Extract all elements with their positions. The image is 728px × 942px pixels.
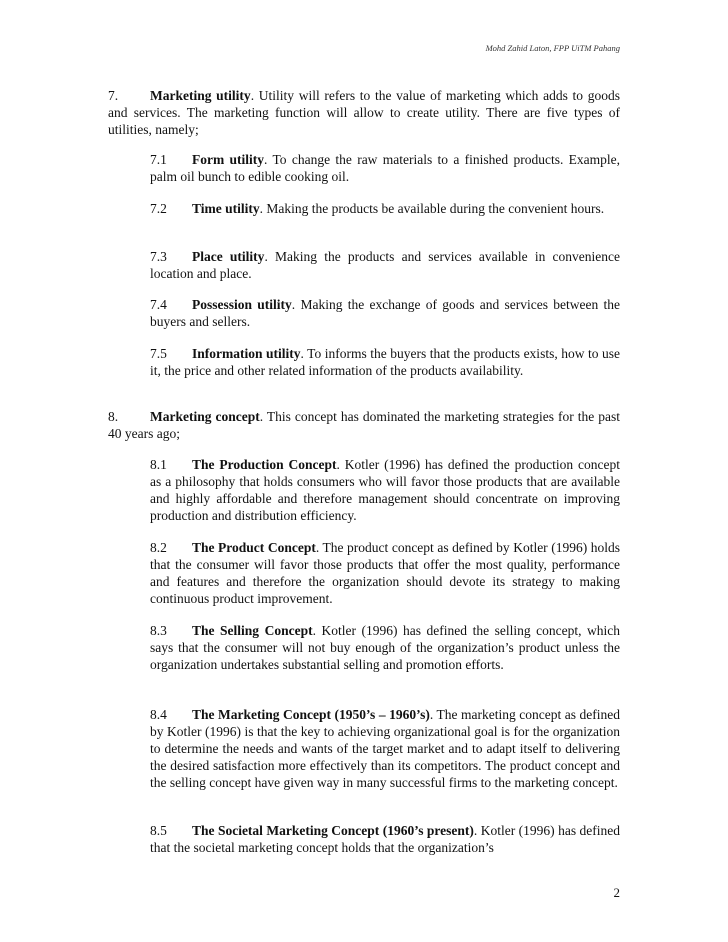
item-body: . Kotler (1996) has defined the selling concept, which says that the consumer will not buy enough of the organization’s product unless the organization undertakes substantial selling and promotion efforts. <box>150 623 620 672</box>
page-number: 2 <box>613 885 620 900</box>
item-body: . Making the products be available during the convenient hours. <box>259 201 605 216</box>
item-number: 7.1 <box>150 152 167 167</box>
item-8-5 <box>150 822 620 856</box>
item-body: . The product concept as defined by Kotler (1996) holds that the consumer will favor those products that offer the most quality, performance and features and therefore the organization should devote its strategy to making continuous product improvement. <box>150 540 621 606</box>
section-number: 8. <box>108 409 119 424</box>
item-body: . Kotler (1996) has defined that the societal marketing concept holds that the organization’s <box>150 823 620 855</box>
item-number: 7.5 <box>150 346 167 361</box>
section-number: 7. <box>108 88 119 103</box>
item-7-1 <box>150 151 620 185</box>
item-7-5 <box>150 345 620 379</box>
item-title: The Societal Marketing Concept (1960’s present) <box>192 823 474 838</box>
item-number: 8.1 <box>150 457 167 472</box>
section-title: Marketing utility <box>150 88 251 103</box>
item-title: Form utility <box>192 152 265 167</box>
item-title: The Marketing Concept (1950’s – 1960’s) <box>192 707 430 722</box>
item-number: 8.4 <box>150 707 167 722</box>
item-number: 7.2 <box>150 201 167 216</box>
item-number: 8.2 <box>150 540 167 555</box>
item-8-4 <box>150 706 620 791</box>
section-7 <box>108 87 620 138</box>
item-8-2 <box>150 539 620 607</box>
section-title: Marketing concept <box>150 409 260 424</box>
item-title: Place utility <box>192 249 265 264</box>
item-7-3 <box>150 248 620 282</box>
item-body: . To change the raw materials to a finished products. Example, palm oil bunch to edible cooking oil. <box>150 152 620 184</box>
page-header: Mohd Zahid Laton, FPP UiTM Pahang <box>485 43 620 53</box>
item-title: The Production Concept <box>192 457 337 472</box>
item-body: . The marketing concept as defined by Kotler (1996) is that the key to achieving organizational goal is for the organization to determine the needs and wants of the target market and to adapt itself to delivering the desired satisfaction more effectively than its competitors. The product concept and the selling concept have given way in many successful firms to the marketing concept. <box>150 707 620 790</box>
item-body: . Kotler (1996) has defined the production concept as a philosophy that holds consumers who will favor those products that are available and highly affordable and therefore management should concentrate on improving production and distribution efficiency. <box>150 457 620 523</box>
section-body: . This concept has dominated the marketing strategies for the past 40 years ago; <box>108 409 620 441</box>
item-number: 7.3 <box>150 249 167 264</box>
item-7-4 <box>150 296 620 330</box>
item-body: . To informs the buyers that the products exists, how to use it, the price and other related information of the products availability. <box>150 346 620 378</box>
item-title: The Selling Concept <box>192 623 313 638</box>
item-title: The Product Concept <box>192 540 316 555</box>
item-title: Information utility <box>192 346 301 361</box>
section-body: . Utility will refers to the value of marketing which adds to goods and services. The marketing function will allow to create utility. There are five types of utilities, namely; <box>108 88 620 137</box>
item-7-2 <box>150 200 620 217</box>
item-number: 7.4 <box>150 297 167 312</box>
item-8-1 <box>150 456 620 524</box>
item-title: Time utility <box>192 201 260 216</box>
item-number: 8.5 <box>150 823 167 838</box>
item-body: . Making the exchange of goods and services between the buyers and sellers. <box>150 297 621 329</box>
item-body: . Making the products and services available in convenience location and place. <box>150 249 621 281</box>
item-title: Possession utility <box>192 297 292 312</box>
item-8-3 <box>150 622 620 673</box>
section-8 <box>108 408 620 442</box>
item-number: 8.3 <box>150 623 167 638</box>
